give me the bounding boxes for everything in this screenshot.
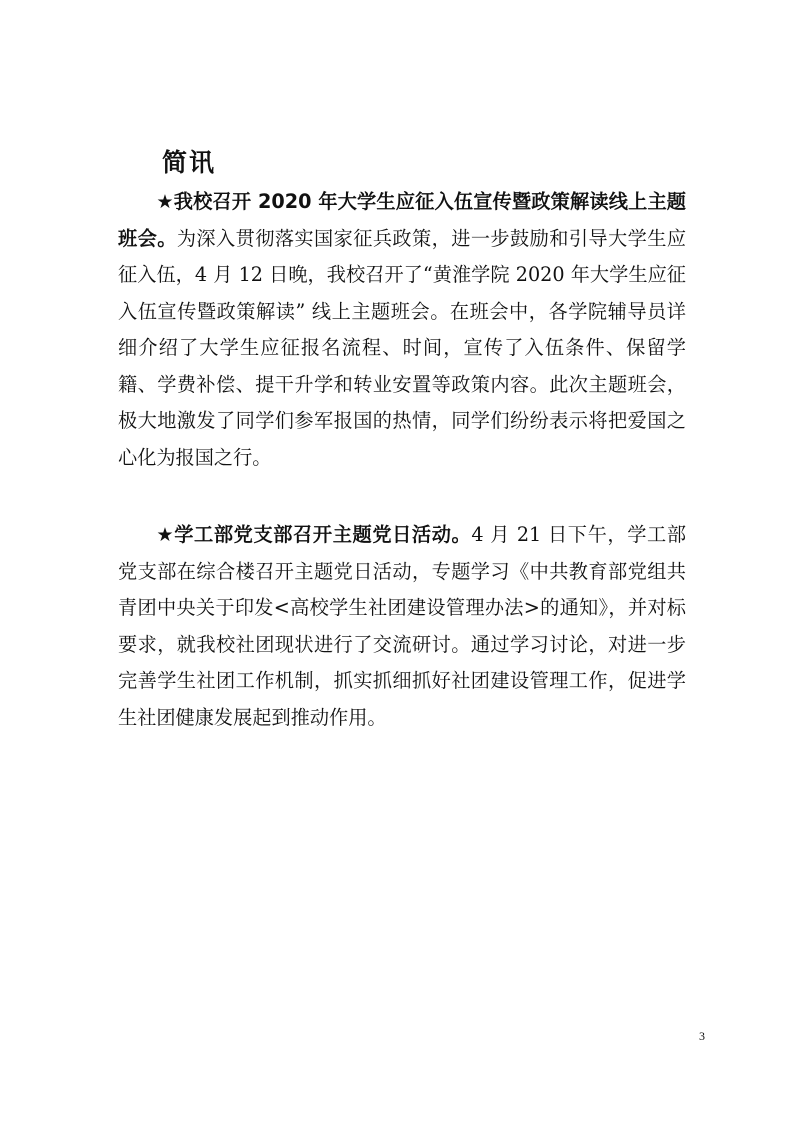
section-title: 简讯 xyxy=(162,148,217,177)
news-item xyxy=(118,517,686,736)
page-number: 3 xyxy=(699,1029,705,1043)
star-icon: ★ xyxy=(156,523,175,546)
news-item-body: 4 月 21 日下午，学工部党支部在综合楼召开主题党日活动，专题学习《中共教育部党组共青团中央关于印发<高校学生社团建设管理办法>的通知》，并对标要求，就我校社团现状进行了交流研讨。通过学习讨论，对进一步完善学生社团工作机制，抓实抓细抓好社团建设管理工作，促进学生社团健康发展起到推动作用。 xyxy=(118,523,687,729)
news-item-headline xyxy=(156,523,471,546)
news-item-headline-text: 我校召开 2020 年大学生应征入伍宣传暨政策解读线上主题班会。 xyxy=(118,190,686,250)
news-item-body: 为深入贯彻落实国家征兵政策，进一步鼓励和引导大学生应征入伍，4 月 12 日晚，我校召开了“黄淮学院 2020 年大学生应征入伍宣传暨政策解读” 线上主题班会。在班会中，各学院辅导员详细介绍了大学生应征报名流程、时间，宣传了入伍条件、保留学籍、学费补偿、提干升学和转业安置等政策内容。此次主题班会，极大地激发了同学们参军报国的热情，同学们纷纷表示将把爱国之心化为报国之行。 xyxy=(118,226,687,469)
news-item-headline-text: 学工部党支部召开主题党日活动。 xyxy=(174,523,472,546)
star-icon: ★ xyxy=(156,190,174,213)
news-item xyxy=(118,184,686,476)
